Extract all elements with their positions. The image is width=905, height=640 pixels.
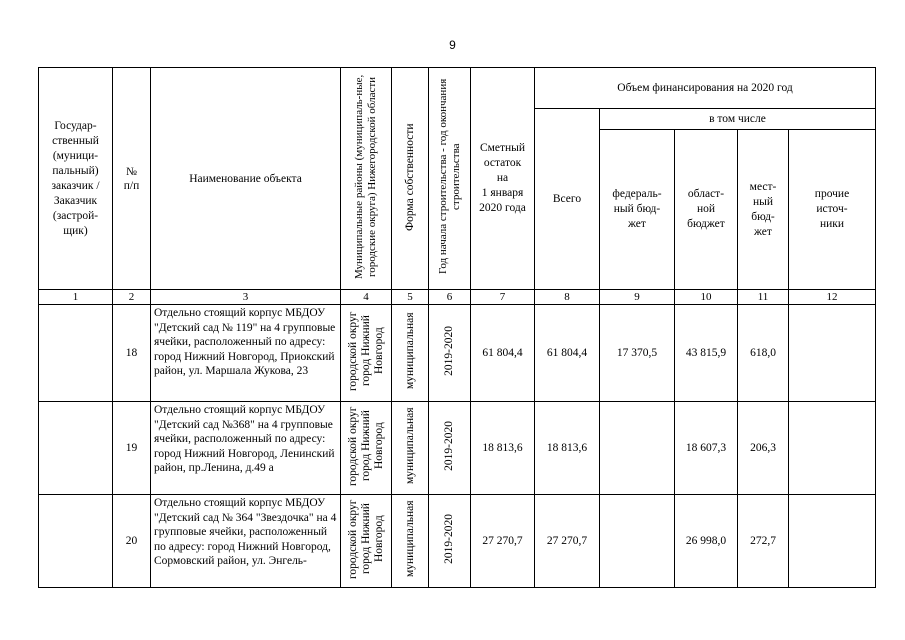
column-number: 1	[39, 290, 113, 305]
cell-local: 618,0	[738, 305, 789, 402]
cell-ownership: муниципальная	[392, 495, 429, 588]
cell-district: городской округ город Нижний Новгород	[341, 402, 392, 495]
cell-other	[789, 495, 876, 588]
cell-total: 61 804,4	[535, 305, 600, 402]
page-number: 9	[449, 38, 456, 52]
cell-district: городской округ город Нижний Новгород	[341, 305, 392, 402]
cell-federal: 17 370,5	[600, 305, 675, 402]
column-numbers-row	[39, 290, 876, 305]
cell-local: 206,3	[738, 402, 789, 495]
header-districts: Муниципальные районы (муниципаль-ные, городские округа) Нижегородской области	[341, 68, 392, 290]
cell-other	[789, 402, 876, 495]
header-federal-budget: федераль- ный бюд- жет	[600, 130, 675, 290]
column-number: 8	[535, 290, 600, 305]
header-ownership: Форма собственности	[392, 68, 429, 290]
table-row	[39, 402, 876, 495]
header-row-number: № п/п	[113, 68, 151, 290]
cell-federal	[600, 495, 675, 588]
column-number: 4	[341, 290, 392, 305]
cell-years: 2019-2020	[429, 495, 471, 588]
cell-years: 2019-2020	[429, 402, 471, 495]
cell-total: 27 270,7	[535, 495, 600, 588]
header-total: Всего	[535, 109, 600, 290]
header-customer: Государ- ственный (муници- пальный) заказчик / Заказчик (застрой- щик)	[39, 68, 113, 290]
header-local-budget: мест- ный бюд- жет	[738, 130, 789, 290]
header-estimated-balance: Сметный остаток на 1 января 2020 года	[471, 68, 535, 290]
header-other-sources: прочие источ- ники	[789, 130, 876, 290]
cell-balance: 61 804,4	[471, 305, 535, 402]
cell-other	[789, 305, 876, 402]
cell-total: 18 813,6	[535, 402, 600, 495]
cell-years: 2019-2020	[429, 305, 471, 402]
cell-object-name: Отдельно стоящий корпус МБДОУ "Детский сад № 364 "Звездочка" на 4 групповые ячейки, расположенный по адресу: город Нижний Новгород, Сормовский район, ул. Энгель-	[151, 495, 341, 588]
header-years: Год начала строительства - год окончания строительства	[429, 68, 471, 290]
column-number: 9	[600, 290, 675, 305]
financing-table	[38, 67, 876, 588]
column-number: 12	[789, 290, 876, 305]
column-number: 10	[675, 290, 738, 305]
cell-local: 272,7	[738, 495, 789, 588]
column-number: 3	[151, 290, 341, 305]
cell-balance: 18 813,6	[471, 402, 535, 495]
cell-regional: 26 998,0	[675, 495, 738, 588]
column-number: 6	[429, 290, 471, 305]
cell-customer	[39, 495, 113, 588]
cell-balance: 27 270,7	[471, 495, 535, 588]
cell-ownership: муниципальная	[392, 305, 429, 402]
column-number: 2	[113, 290, 151, 305]
cell-regional: 43 815,9	[675, 305, 738, 402]
cell-federal	[600, 402, 675, 495]
header-object-name: Наименование объекта	[151, 68, 341, 290]
header-including: в том числе	[600, 109, 876, 130]
cell-regional: 18 607,3	[675, 402, 738, 495]
cell-row-number: 19	[113, 402, 151, 495]
column-number: 5	[392, 290, 429, 305]
cell-ownership: муниципальная	[392, 402, 429, 495]
cell-district: городской округ город Нижний Новгород	[341, 495, 392, 588]
header-regional-budget: област- ной бюджет	[675, 130, 738, 290]
cell-customer	[39, 402, 113, 495]
table-row	[39, 305, 876, 402]
header-financing: Объем финансирования на 2020 год	[535, 68, 876, 109]
cell-object-name: Отдельно стоящий корпус МБДОУ "Детский сад №368" на 4 групповые ячейки, расположенный по адресу: город Нижний Новгород, Ленинский район, пр.Ленина, д.49 а	[151, 402, 341, 495]
cell-row-number: 20	[113, 495, 151, 588]
column-number: 11	[738, 290, 789, 305]
cell-customer	[39, 305, 113, 402]
cell-row-number: 18	[113, 305, 151, 402]
table-row	[39, 495, 876, 588]
cell-object-name: Отдельно стоящий корпус МБДОУ "Детский сад № 119" на 4 групповые ячейки, расположенный по адресу: город Нижний Новгород, Приокский район, ул. Маршала Жукова, 23	[151, 305, 341, 402]
column-number: 7	[471, 290, 535, 305]
